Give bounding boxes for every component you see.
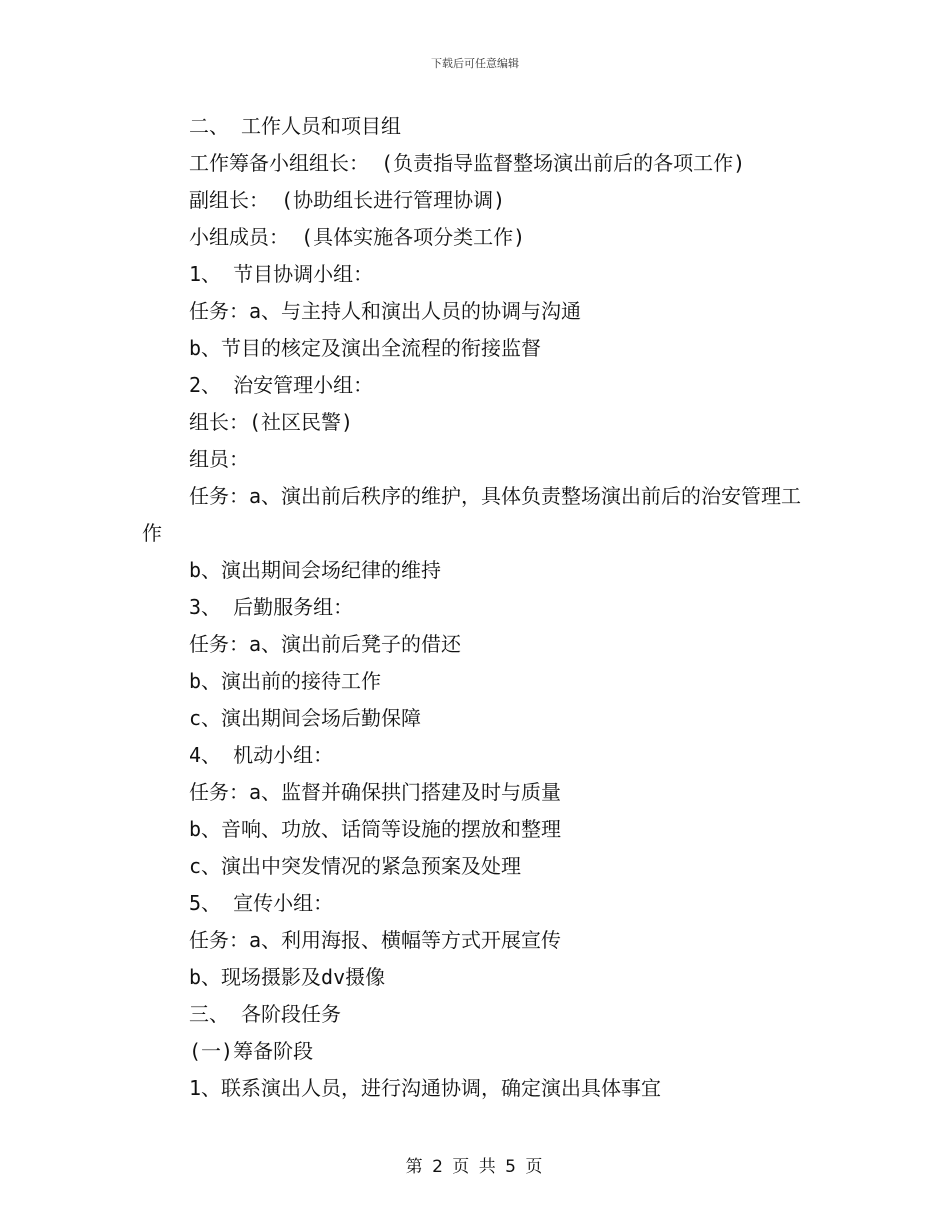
text-line: 组长：(社区民警) <box>189 410 354 434</box>
text-line: 任务：a、演出前后凳子的借还 <box>189 632 462 656</box>
page-header: 下载后可任意编辑 <box>431 57 519 70</box>
text-line: b、节目的核定及演出全流程的衔接监督 <box>189 336 542 360</box>
subheading-preparation-stage: (一)筹备阶段 <box>189 1039 314 1063</box>
document-body <box>142 108 810 1107</box>
text-line: 小组成员： (具体实施各项分类工作) <box>189 225 526 249</box>
section-heading-staff: 二、 工作人员和项目组 <box>189 114 402 138</box>
text-line: 任务：a、监督并确保拱门搭建及时与质量 <box>189 780 562 804</box>
subheading-security-group: 2、 治安管理小组： <box>189 373 374 397</box>
text-line: 任务：a、利用海报、横幅等方式开展宣传 <box>189 928 562 952</box>
text-line: b、演出期间会场纪律的维持 <box>189 558 442 582</box>
text-paragraph: 任务：a、演出前后秩序的维护，具体负责整场演出前后的治安管理工作 <box>142 484 802 545</box>
text-line: 1、联系演出人员，进行沟通协调，确定演出具体事宜 <box>189 1076 662 1100</box>
text-line: c、演出中突发情况的紧急预案及处理 <box>189 854 522 878</box>
subheading-program-group: 1、 节目协调小组： <box>189 262 374 286</box>
text-line: c、演出期间会场后勤保障 <box>189 706 422 730</box>
text-line: b、音响、功放、话筒等设施的摆放和整理 <box>189 817 562 841</box>
text-line: 组员： <box>189 447 249 471</box>
text-line: 任务：a、与主持人和演出人员的协调与沟通 <box>189 299 582 323</box>
page-number: 第 2 页 共 5 页 <box>405 1157 545 1177</box>
text-line: b、演出前的接待工作 <box>189 669 382 693</box>
text-line: b、现场摄影及dv摄像 <box>189 965 386 989</box>
subheading-publicity-group: 5、 宣传小组： <box>189 891 334 915</box>
section-heading-stages: 三、 各阶段任务 <box>189 1002 342 1026</box>
text-line: 副组长： (协助组长进行管理协调) <box>189 188 506 212</box>
subheading-mobile-group: 4、 机动小组： <box>189 743 334 767</box>
subheading-logistics-group: 3、 后勤服务组： <box>189 595 354 619</box>
text-line: 工作筹备小组组长： (负责指导监督整场演出前后的各项工作) <box>189 151 746 175</box>
